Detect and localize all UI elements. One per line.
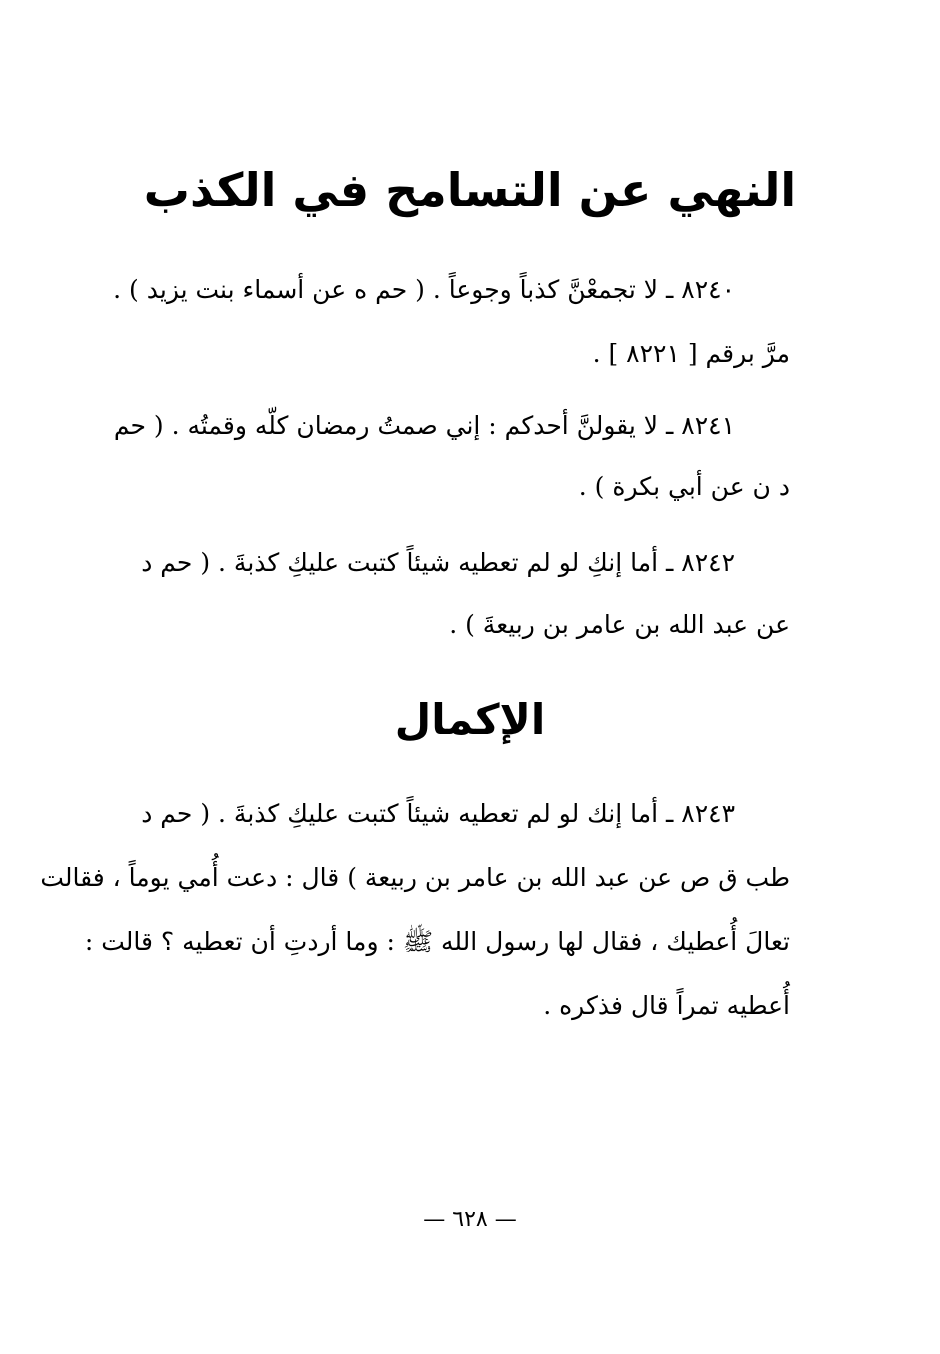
page-number: — ٦٢٨ — — [423, 1207, 517, 1232]
entry-8241-line-1: ٨٢٤١ ـ لا يقولنَّ أحدكم : إني صمتُ رمضان كلّه وقمتُه . ( حم — [113, 411, 735, 440]
page-title: النهي عن التسامح في الكذب — [143, 163, 797, 217]
entry-8242-line-2: عن عبد الله بن عامر بن ربيعةَ ) . — [449, 610, 790, 639]
entry-8240-line-2: مرَّ برقم [ ٨٢٢١ ] . — [592, 339, 790, 368]
entry-8243-line-1: ٨٢٤٣ ـ أما إنك لو لم تعطيه شيئاً كتبت عليكِ كذبةَ . ( حم د — [141, 799, 735, 828]
entry-8243-line-3: تعالَ أُعطيك ، فقال لها رسول الله ﷺ : وما أردتِ أن تعطيه ؟ قالت : — [84, 927, 790, 956]
entry-8243-line-2: طب ق ص عن عبد الله بن عامر بن ربيعة ) قال : دعت أُمي يوماً ، فقالت — [40, 863, 790, 892]
entry-8240-line-1: ٨٢٤٠ ـ لا تجمعْنَّ كذباً وجوعاً . ( حم ه عن أسماء بنت يزيد ) . — [113, 275, 735, 304]
entry-8243-line-4: أُعطيه تمراً قال فذكره . — [543, 991, 790, 1020]
entry-8241-line-2: د ن عن أبي بكرة ) . — [578, 472, 790, 501]
section-title-ikmal: الإكمال — [394, 695, 546, 744]
entry-8242-line-1: ٨٢٤٢ ـ أما إنكِ لو لم تعطيه شيئاً كتبت عليكِ كذبةَ . ( حم د — [141, 548, 735, 577]
